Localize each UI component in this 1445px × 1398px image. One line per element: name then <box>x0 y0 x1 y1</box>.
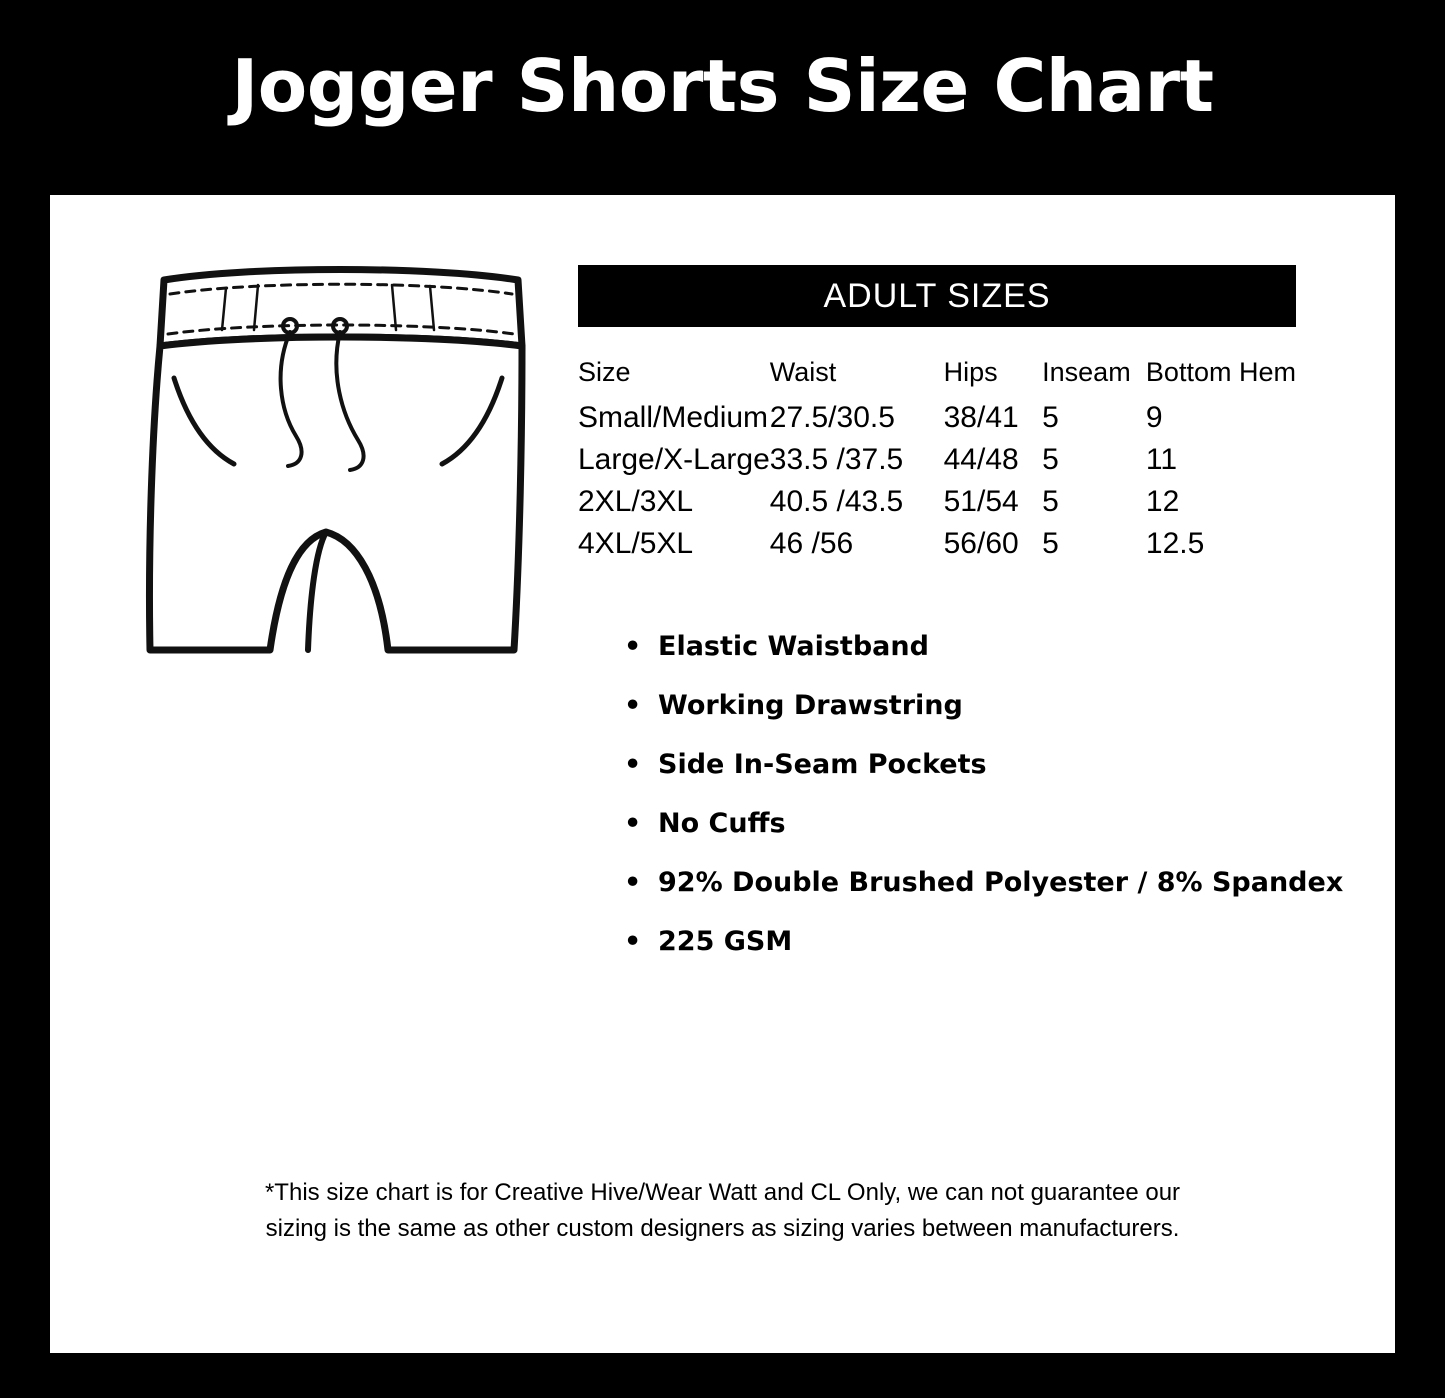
column-header-inseam: Inseam <box>1042 357 1131 387</box>
disclaimer-line-2: sizing is the same as other custom designers as sizing varies between manufacturers. <box>265 1215 1180 1242</box>
table-header-row <box>578 357 1296 397</box>
disclaimer-line-1: *This size chart is for Creative Hive/Wear Watt and CL Only, we can not guarantee our <box>264 1179 1181 1206</box>
content-card <box>50 195 1395 1353</box>
cell-waist: 46 /56 <box>769 527 854 560</box>
table-row <box>578 397 1296 439</box>
cell-size: Small/Medium <box>578 401 769 434</box>
cell-inseam: 5 <box>1042 443 1059 476</box>
feature-label: 225 GSM <box>658 926 793 957</box>
size-info-column <box>578 265 1348 985</box>
feature-label: No Cuffs <box>658 808 786 839</box>
column-header-size: Size <box>578 357 631 387</box>
cell-inseam: 5 <box>1042 485 1059 518</box>
feature-label: 92% Double Brushed Polyester / 8% Spandex <box>658 867 1344 898</box>
column-header-bottom-hem: Bottom Hem <box>1145 357 1296 387</box>
list-item <box>624 690 1348 721</box>
adult-sizes-banner: ADULT SIZES <box>578 265 1296 327</box>
cell-waist: 40.5 /43.5 <box>769 485 904 518</box>
feature-label: Working Drawstring <box>658 690 963 721</box>
cell-hips: 56/60 <box>943 527 1019 560</box>
list-item <box>624 926 1348 957</box>
feature-list <box>624 631 1348 957</box>
bullet-icon: • <box>624 808 642 839</box>
bullet-icon: • <box>624 631 642 662</box>
cell-hips: 51/54 <box>943 485 1019 518</box>
table-row <box>578 439 1296 481</box>
cell-hips: 44/48 <box>943 443 1019 476</box>
table-row <box>578 523 1296 565</box>
cell-bottom-hem: 11 <box>1145 443 1178 476</box>
table-row <box>578 481 1296 523</box>
cell-size: Large/X-Large <box>578 443 770 476</box>
cell-hips: 38/41 <box>943 401 1019 434</box>
list-item <box>624 808 1348 839</box>
bullet-icon: • <box>624 926 642 957</box>
page-title: Jogger Shorts Size Chart <box>231 44 1214 128</box>
list-item <box>624 749 1348 780</box>
column-header-hips: Hips <box>943 357 998 387</box>
cell-inseam: 5 <box>1042 401 1059 434</box>
list-item <box>624 867 1348 898</box>
jogger-shorts-illustration <box>130 250 550 670</box>
feature-label: Side In-Seam Pockets <box>658 749 987 780</box>
size-table <box>578 357 1296 565</box>
cell-size: 4XL/5XL <box>578 527 694 560</box>
bullet-icon: • <box>624 690 642 721</box>
feature-label: Elastic Waistband <box>658 631 929 662</box>
cell-waist: 33.5 /37.5 <box>769 443 904 476</box>
bullet-icon: • <box>624 749 642 780</box>
cell-size: 2XL/3XL <box>578 485 694 518</box>
disclaimer <box>50 1175 1395 1247</box>
list-item <box>624 631 1348 662</box>
bullet-icon: • <box>624 867 642 898</box>
cell-bottom-hem: 9 <box>1145 401 1163 434</box>
cell-bottom-hem: 12 <box>1145 485 1180 518</box>
cell-waist: 27.5/30.5 <box>769 401 895 434</box>
column-header-waist: Waist <box>769 357 837 387</box>
cell-inseam: 5 <box>1042 527 1059 560</box>
cell-bottom-hem: 12.5 <box>1145 527 1205 560</box>
